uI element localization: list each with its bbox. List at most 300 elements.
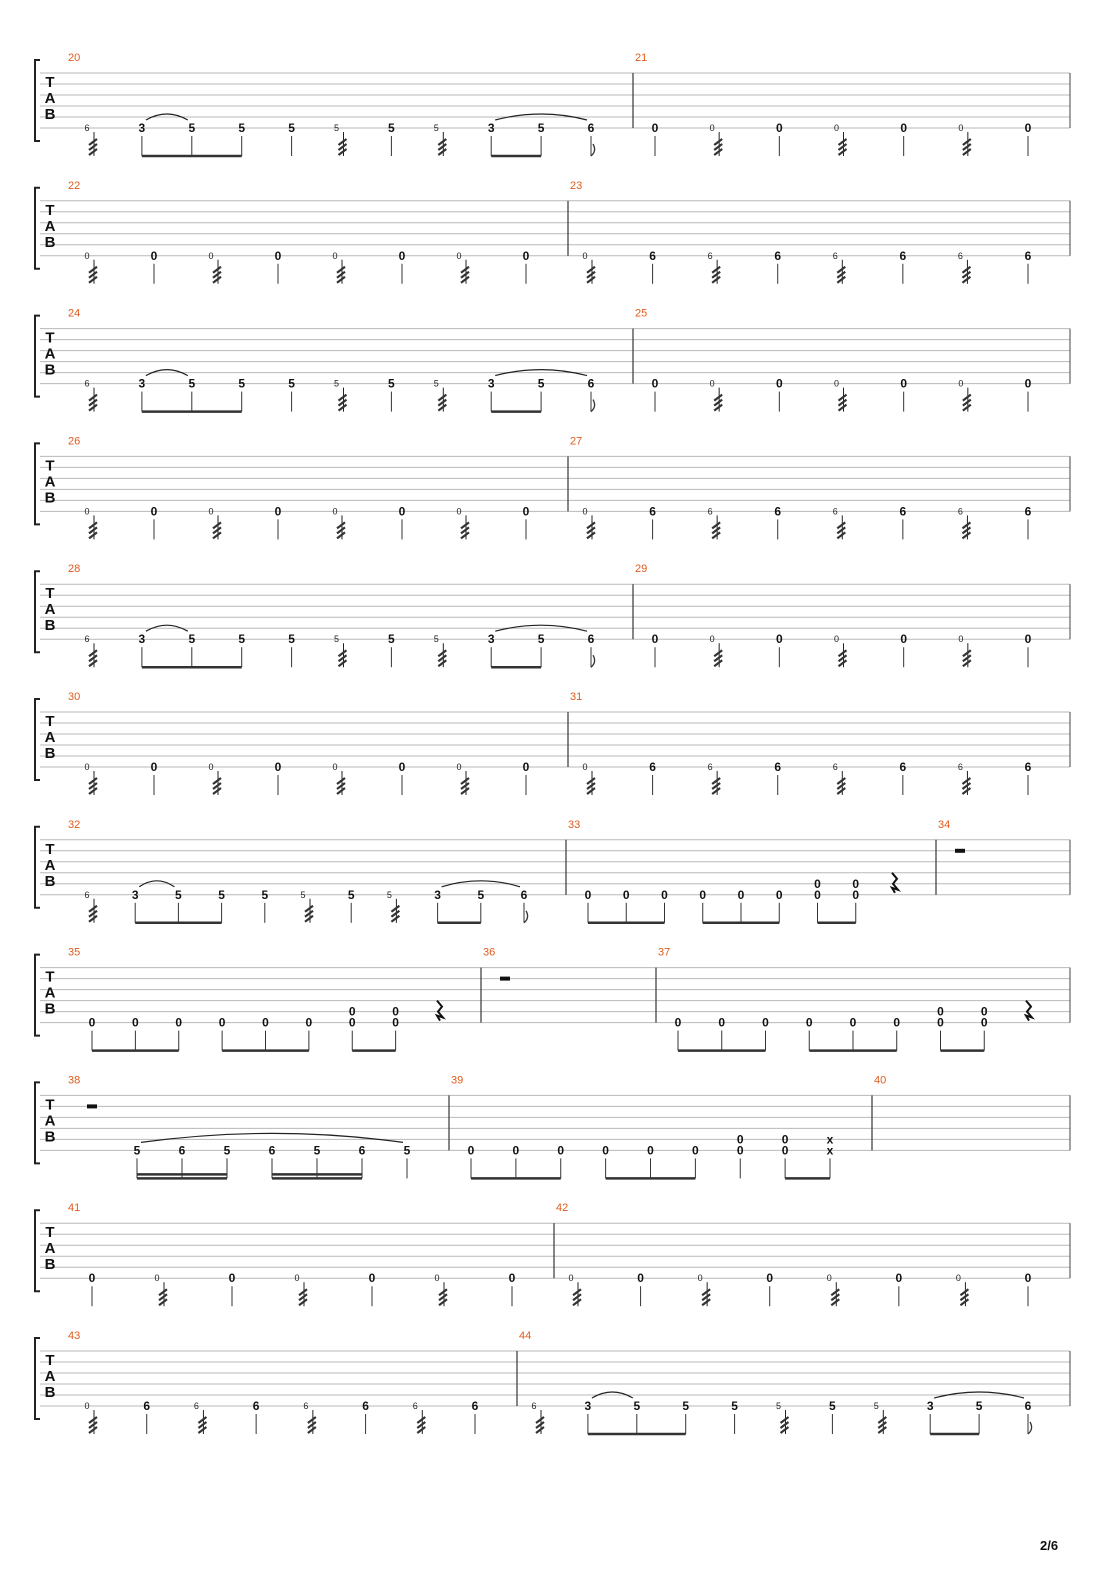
measure bbox=[449, 1074, 834, 1178]
grace-fret-number: 0 bbox=[84, 1401, 90, 1411]
grace-fret-number: 6 bbox=[84, 123, 90, 133]
tab-clef-t: T bbox=[45, 968, 55, 986]
fret-number: 5 bbox=[403, 1143, 411, 1158]
fret-number: 5 bbox=[537, 121, 545, 135]
grace-fret-number: 0 bbox=[709, 123, 715, 133]
fret-number: 5 bbox=[188, 632, 196, 647]
fret-number: 0 bbox=[762, 1015, 769, 1030]
eighth-flag bbox=[591, 144, 595, 156]
grace-slash bbox=[839, 650, 847, 666]
measure-number: 42 bbox=[556, 1202, 569, 1215]
tab-clef-b: B bbox=[44, 361, 56, 379]
grace-fret-number: 0 bbox=[582, 762, 588, 772]
eighth-flag bbox=[1028, 1422, 1032, 1434]
quarter-rest bbox=[437, 1001, 443, 1021]
grace-fret-number: 6 bbox=[193, 1401, 199, 1411]
measure bbox=[68, 691, 530, 795]
fret-number: 0 bbox=[398, 504, 406, 519]
fret-number: 0 bbox=[651, 632, 659, 647]
system-bracket bbox=[35, 1338, 40, 1419]
slur bbox=[141, 1133, 403, 1142]
measure bbox=[68, 1074, 411, 1178]
grace-fret-number: 0 bbox=[958, 123, 964, 133]
grace-slash bbox=[438, 395, 446, 411]
grace-slash bbox=[963, 650, 971, 666]
measure bbox=[68, 180, 530, 284]
grace-fret-number: 0 bbox=[709, 634, 715, 645]
fret-number: 0 bbox=[736, 1143, 744, 1158]
fret-number: 0 bbox=[150, 248, 158, 263]
fret-number: 0 bbox=[647, 1143, 654, 1158]
fret-number: 6 bbox=[649, 760, 656, 774]
tab-system bbox=[35, 435, 1070, 539]
fret-number: 6 bbox=[268, 1143, 276, 1158]
fret-number: 0 bbox=[775, 376, 783, 391]
measure-number: 37 bbox=[658, 946, 671, 959]
fret-number: 0 bbox=[1024, 1271, 1032, 1286]
fret-number: 6 bbox=[143, 1399, 151, 1413]
measure-number: 28 bbox=[68, 563, 81, 576]
measure-number: 27 bbox=[570, 435, 583, 448]
grace-fret-number: 0 bbox=[955, 1273, 961, 1284]
grace-slash bbox=[962, 522, 970, 538]
fret-number: 5 bbox=[313, 1143, 321, 1158]
grace-slash bbox=[89, 267, 97, 283]
grace-fret-number: 0 bbox=[294, 1273, 300, 1284]
fret-number: 3 bbox=[487, 376, 495, 391]
fret-number: 0 bbox=[775, 121, 783, 135]
grace-fret-number: 0 bbox=[434, 1273, 440, 1284]
grace-fret-number: 5 bbox=[300, 889, 306, 900]
fret-number-upper: 0 bbox=[736, 1132, 744, 1147]
fret-number: 6 bbox=[587, 376, 595, 391]
grace-slash bbox=[213, 267, 221, 283]
fret-number: 0 bbox=[274, 760, 282, 774]
fret-number: 6 bbox=[520, 887, 528, 902]
tab-system bbox=[35, 1202, 1070, 1306]
fret-number: 5 bbox=[133, 1143, 141, 1158]
fret-number: 5 bbox=[288, 376, 295, 391]
grace-fret-number: 5 bbox=[333, 634, 340, 645]
system-bracket bbox=[35, 699, 40, 780]
half-rest bbox=[955, 849, 965, 853]
fret-number: 0 bbox=[895, 1271, 903, 1286]
fret-number: 0 bbox=[305, 1015, 313, 1030]
fret-number: 5 bbox=[288, 632, 295, 647]
grace-fret-number: 6 bbox=[84, 378, 90, 389]
fret-number: 0 bbox=[980, 1015, 988, 1030]
tab-clef-b: B bbox=[44, 1128, 56, 1146]
grace-slash bbox=[963, 139, 971, 155]
grace-slash bbox=[878, 1417, 886, 1433]
fret-number: 0 bbox=[718, 1015, 726, 1030]
fret-number: 6 bbox=[899, 248, 907, 263]
measure-number: 35 bbox=[68, 946, 81, 959]
tab-clef-t: T bbox=[45, 840, 55, 858]
tab-clef-a: A bbox=[44, 856, 56, 874]
grace-slash bbox=[89, 522, 97, 538]
measure-number: 31 bbox=[570, 691, 583, 703]
grace-fret-number: 6 bbox=[84, 634, 90, 645]
fret-number: 6 bbox=[1024, 248, 1032, 263]
grace-fret-number: 0 bbox=[833, 634, 840, 645]
fret-number: 6 bbox=[587, 121, 595, 135]
tab-clef-a: A bbox=[44, 473, 56, 491]
measure bbox=[68, 308, 595, 412]
tab-clef-t: T bbox=[45, 713, 55, 730]
measure-number: 25 bbox=[635, 307, 648, 320]
fret-number-upper: 0 bbox=[781, 1132, 789, 1147]
grace-slash bbox=[962, 778, 970, 794]
grace-slash bbox=[339, 395, 347, 411]
fret-number: 0 bbox=[512, 1143, 520, 1158]
grace-slash bbox=[89, 1417, 97, 1433]
grace-fret-number: 6 bbox=[412, 1401, 418, 1411]
fret-number: 5 bbox=[288, 121, 295, 135]
system-bracket bbox=[35, 316, 40, 397]
measure bbox=[68, 1202, 516, 1306]
tab-clef-t: T bbox=[45, 585, 55, 603]
tab-clef-b: B bbox=[44, 745, 56, 762]
measure-number: 33 bbox=[568, 818, 581, 831]
grace-slash bbox=[89, 906, 97, 922]
tab-clef-t: T bbox=[45, 1224, 55, 1242]
grace-slash bbox=[960, 1289, 968, 1305]
grace-slash bbox=[712, 778, 720, 794]
tab-clef-a: A bbox=[44, 984, 56, 1002]
tab-clef-t: T bbox=[45, 329, 55, 347]
grace-fret-number: 5 bbox=[433, 123, 439, 133]
measure-number: 23 bbox=[570, 179, 583, 192]
grace-fret-number: 0 bbox=[208, 762, 214, 772]
grace-slash bbox=[837, 522, 845, 538]
grace-fret-number: 6 bbox=[832, 762, 838, 772]
fret-number: 5 bbox=[829, 1399, 836, 1413]
measure bbox=[568, 180, 1032, 284]
fret-number: 5 bbox=[388, 632, 395, 647]
grace-slash bbox=[337, 522, 345, 538]
fret-number-upper: 0 bbox=[852, 876, 860, 891]
grace-fret-number: 0 bbox=[958, 378, 964, 389]
fret-number: 6 bbox=[1024, 504, 1032, 519]
grace-slash bbox=[461, 267, 469, 283]
grace-slash bbox=[839, 395, 847, 411]
measure bbox=[568, 435, 1032, 539]
tab-clef-a: A bbox=[44, 90, 56, 107]
measure-number: 39 bbox=[451, 1074, 464, 1087]
grace-slash bbox=[573, 1289, 581, 1305]
fret-number: 0 bbox=[674, 1015, 682, 1030]
fret-number: 0 bbox=[622, 887, 630, 902]
grace-fret-number: 0 bbox=[826, 1273, 832, 1284]
grace-slash bbox=[391, 906, 399, 922]
fret-number-upper: 0 bbox=[937, 1004, 944, 1019]
measure-number: 26 bbox=[68, 435, 81, 448]
measure bbox=[568, 691, 1032, 795]
fret-number: 5 bbox=[188, 121, 196, 135]
tab-clef-t: T bbox=[45, 1096, 55, 1114]
fret-number: 0 bbox=[692, 1143, 699, 1158]
fret-number: 6 bbox=[774, 248, 782, 263]
grace-slash bbox=[702, 1289, 710, 1305]
fret-number: 3 bbox=[138, 632, 146, 647]
tab-clef-b: B bbox=[44, 617, 56, 635]
fret-number: 3 bbox=[138, 121, 146, 135]
tab-system bbox=[35, 819, 1070, 923]
fret-number: 0 bbox=[132, 1015, 139, 1030]
grace-fret-number: 0 bbox=[958, 634, 964, 645]
fret-number: 0 bbox=[775, 887, 783, 902]
fret-number: 5 bbox=[188, 376, 196, 391]
fret-number: 0 bbox=[522, 760, 530, 774]
grace-fret-number: 0 bbox=[582, 506, 588, 517]
grace-slash bbox=[587, 267, 595, 283]
measure bbox=[633, 52, 1032, 156]
tab-clef-t: T bbox=[45, 1352, 55, 1369]
fret-number: 5 bbox=[633, 1399, 641, 1413]
fret-number: 0 bbox=[175, 1015, 183, 1030]
quarter-rest bbox=[1026, 1001, 1032, 1021]
tab-system bbox=[35, 52, 1070, 156]
fret-number: 5 bbox=[388, 376, 395, 391]
fret-number: 0 bbox=[893, 1015, 901, 1030]
grace-slash bbox=[963, 395, 971, 411]
grace-fret-number: 6 bbox=[707, 506, 713, 517]
grace-fret-number: 0 bbox=[582, 250, 588, 261]
grace-fret-number: 0 bbox=[208, 250, 214, 261]
fret-number: 0 bbox=[398, 760, 406, 774]
system-bracket bbox=[35, 1210, 40, 1291]
fret-number: 6 bbox=[649, 504, 656, 519]
fret-number: 0 bbox=[900, 376, 908, 391]
tab-clef-a: A bbox=[44, 729, 56, 746]
grace-fret-number: 0 bbox=[332, 250, 338, 261]
tab-clef-b: B bbox=[44, 1000, 56, 1018]
grace-slash bbox=[89, 139, 97, 155]
fret-number: 5 bbox=[223, 1143, 231, 1158]
tab-system bbox=[35, 1330, 1070, 1434]
grace-fret-number: 6 bbox=[957, 250, 963, 261]
tab-system bbox=[35, 180, 1070, 284]
tab-clef-b: B bbox=[44, 872, 56, 890]
measure-number: 40 bbox=[874, 1074, 887, 1087]
measure-number: 20 bbox=[68, 52, 81, 64]
fret-number: 3 bbox=[926, 1399, 934, 1413]
grace-slash bbox=[461, 522, 469, 538]
fret-number: 0 bbox=[852, 887, 860, 902]
grace-slash bbox=[213, 522, 221, 538]
fret-number: 5 bbox=[731, 1399, 738, 1413]
fret-number: 0 bbox=[637, 1271, 644, 1286]
fret-number-upper: 0 bbox=[814, 876, 821, 891]
tab-clef-b: B bbox=[44, 489, 56, 507]
tab-clef-a: A bbox=[44, 345, 56, 363]
tab-system bbox=[35, 308, 1070, 412]
tab-system bbox=[35, 947, 1070, 1051]
fret-number: 0 bbox=[937, 1015, 944, 1030]
fret-number: 0 bbox=[508, 1271, 516, 1286]
fret-number: 5 bbox=[238, 632, 246, 647]
grace-fret-number: 5 bbox=[873, 1401, 879, 1411]
grace-slash bbox=[781, 1417, 789, 1433]
fret-number: 0 bbox=[88, 1271, 96, 1286]
grace-slash bbox=[417, 1417, 425, 1433]
measure-number: 32 bbox=[68, 818, 81, 831]
fret-number: 5 bbox=[261, 887, 269, 902]
grace-fret-number: 0 bbox=[84, 250, 90, 261]
system-bracket bbox=[35, 443, 40, 524]
fret-number: 6 bbox=[899, 504, 907, 519]
fret-number: 0 bbox=[557, 1143, 565, 1158]
measure bbox=[68, 435, 530, 539]
page-number: 2/6 bbox=[1040, 1538, 1059, 1553]
fret-number: 5 bbox=[347, 887, 355, 902]
grace-slash bbox=[839, 139, 847, 155]
fret-number: 0 bbox=[805, 1015, 813, 1030]
fret-number: 0 bbox=[368, 1271, 376, 1286]
eighth-flag bbox=[591, 400, 595, 412]
measure-number: 36 bbox=[483, 946, 496, 959]
fret-number: 6 bbox=[358, 1143, 366, 1158]
grace-fret-number: 5 bbox=[333, 123, 340, 133]
grace-fret-number: 6 bbox=[84, 889, 90, 900]
grace-slash bbox=[337, 267, 345, 283]
tab-clef-a: A bbox=[44, 1368, 56, 1385]
fret-number: 0 bbox=[1024, 632, 1032, 647]
grace-slash bbox=[837, 778, 845, 794]
fret-number: 0 bbox=[218, 1015, 226, 1030]
fret-number: 0 bbox=[274, 248, 282, 263]
fret-number: 0 bbox=[737, 887, 745, 902]
measure bbox=[554, 1202, 1032, 1306]
measure bbox=[656, 947, 1032, 1051]
grace-slash bbox=[308, 1417, 316, 1433]
fret-number: 6 bbox=[178, 1143, 186, 1158]
grace-fret-number: 6 bbox=[832, 250, 838, 261]
grace-fret-number: 5 bbox=[775, 1401, 782, 1411]
fret-number: 0 bbox=[467, 1143, 475, 1158]
measure bbox=[68, 563, 595, 667]
fret-number: 0 bbox=[262, 1015, 269, 1030]
fret-number: 3 bbox=[487, 632, 495, 647]
grace-fret-number: 6 bbox=[832, 506, 838, 517]
grace-slash bbox=[438, 139, 446, 155]
measure-number: 21 bbox=[635, 52, 648, 64]
fret-number: 0 bbox=[775, 632, 783, 647]
system-bracket bbox=[35, 188, 40, 269]
grace-slash bbox=[831, 1289, 839, 1305]
half-rest bbox=[500, 977, 510, 981]
grace-slash bbox=[712, 522, 720, 538]
measure bbox=[633, 563, 1032, 667]
fret-number: 0 bbox=[1024, 121, 1032, 135]
tab-system bbox=[35, 1074, 1070, 1178]
fret-number: 5 bbox=[388, 121, 395, 135]
grace-fret-number: 6 bbox=[303, 1401, 309, 1411]
fret-number-upper: 0 bbox=[392, 1004, 399, 1019]
grace-fret-number: 0 bbox=[154, 1273, 160, 1284]
grace-fret-number: 0 bbox=[456, 250, 462, 261]
grace-slash bbox=[587, 522, 595, 538]
grace-slash bbox=[587, 778, 595, 794]
measure-number: 29 bbox=[635, 563, 648, 576]
grace-slash bbox=[337, 778, 345, 794]
measure-number: 41 bbox=[68, 1202, 81, 1215]
grace-fret-number: 0 bbox=[568, 1273, 574, 1284]
measure bbox=[68, 819, 528, 923]
tab-system bbox=[35, 691, 1070, 795]
fret-number: 0 bbox=[651, 121, 659, 135]
fret-number: 0 bbox=[392, 1015, 399, 1030]
grace-fret-number: 0 bbox=[332, 762, 338, 772]
measure-number: 22 bbox=[68, 179, 81, 192]
fret-number: 0 bbox=[1024, 376, 1032, 391]
grace-fret-number: 0 bbox=[833, 123, 840, 133]
grace-fret-number: 5 bbox=[433, 378, 439, 389]
fret-number: 6 bbox=[1024, 1399, 1032, 1413]
measure-number: 24 bbox=[68, 307, 81, 320]
grace-fret-number: 0 bbox=[697, 1273, 703, 1284]
fret-number: 0 bbox=[699, 887, 707, 902]
fret-number: 5 bbox=[175, 887, 182, 902]
tab-clef-t: T bbox=[45, 74, 55, 91]
tab-clef-b: B bbox=[44, 106, 56, 123]
system-bracket bbox=[35, 1082, 40, 1163]
grace-fret-number: 0 bbox=[833, 378, 840, 389]
fret-number: 5 bbox=[477, 887, 485, 902]
fret-number: 6 bbox=[362, 1399, 369, 1413]
tab-clef-t: T bbox=[45, 201, 55, 219]
tab-clef-a: A bbox=[44, 1112, 56, 1130]
grace-fret-number: 6 bbox=[707, 762, 713, 772]
grace-slash bbox=[439, 1289, 447, 1305]
grace-fret-number: 0 bbox=[332, 506, 338, 517]
fret-number: 6 bbox=[774, 504, 782, 519]
fret-number: 3 bbox=[434, 887, 441, 902]
fret-number: 0 bbox=[348, 1015, 356, 1030]
fret-number-upper: 0 bbox=[348, 1004, 356, 1019]
fret-number: 6 bbox=[649, 248, 656, 263]
grace-slash bbox=[714, 395, 722, 411]
fret-number: 5 bbox=[537, 632, 545, 647]
fret-number: 5 bbox=[537, 376, 545, 391]
grace-slash bbox=[461, 778, 469, 794]
system-bracket bbox=[35, 827, 40, 908]
quarter-rest bbox=[892, 873, 898, 893]
system-bracket bbox=[35, 60, 40, 141]
grace-fret-number: 6 bbox=[707, 250, 713, 261]
half-rest bbox=[87, 1104, 97, 1108]
measure-number: 30 bbox=[68, 691, 81, 703]
fret-number: 0 bbox=[150, 760, 158, 774]
grace-fret-number: 6 bbox=[531, 1401, 537, 1411]
grace-slash bbox=[536, 1417, 544, 1433]
measure-number: 34 bbox=[938, 818, 951, 831]
measure bbox=[517, 1330, 1032, 1434]
fret-number: 5 bbox=[238, 376, 246, 391]
fret-number-upper: x bbox=[826, 1132, 834, 1147]
fret-number: 0 bbox=[814, 887, 821, 902]
grace-slash bbox=[438, 650, 446, 666]
grace-slash bbox=[712, 267, 720, 283]
grace-slash bbox=[714, 139, 722, 155]
measure bbox=[566, 819, 898, 923]
grace-slash bbox=[305, 906, 313, 922]
grace-fret-number: 6 bbox=[957, 762, 963, 772]
fret-number: 5 bbox=[238, 121, 246, 135]
fret-number: 5 bbox=[218, 887, 225, 902]
fret-number: 0 bbox=[398, 248, 406, 263]
